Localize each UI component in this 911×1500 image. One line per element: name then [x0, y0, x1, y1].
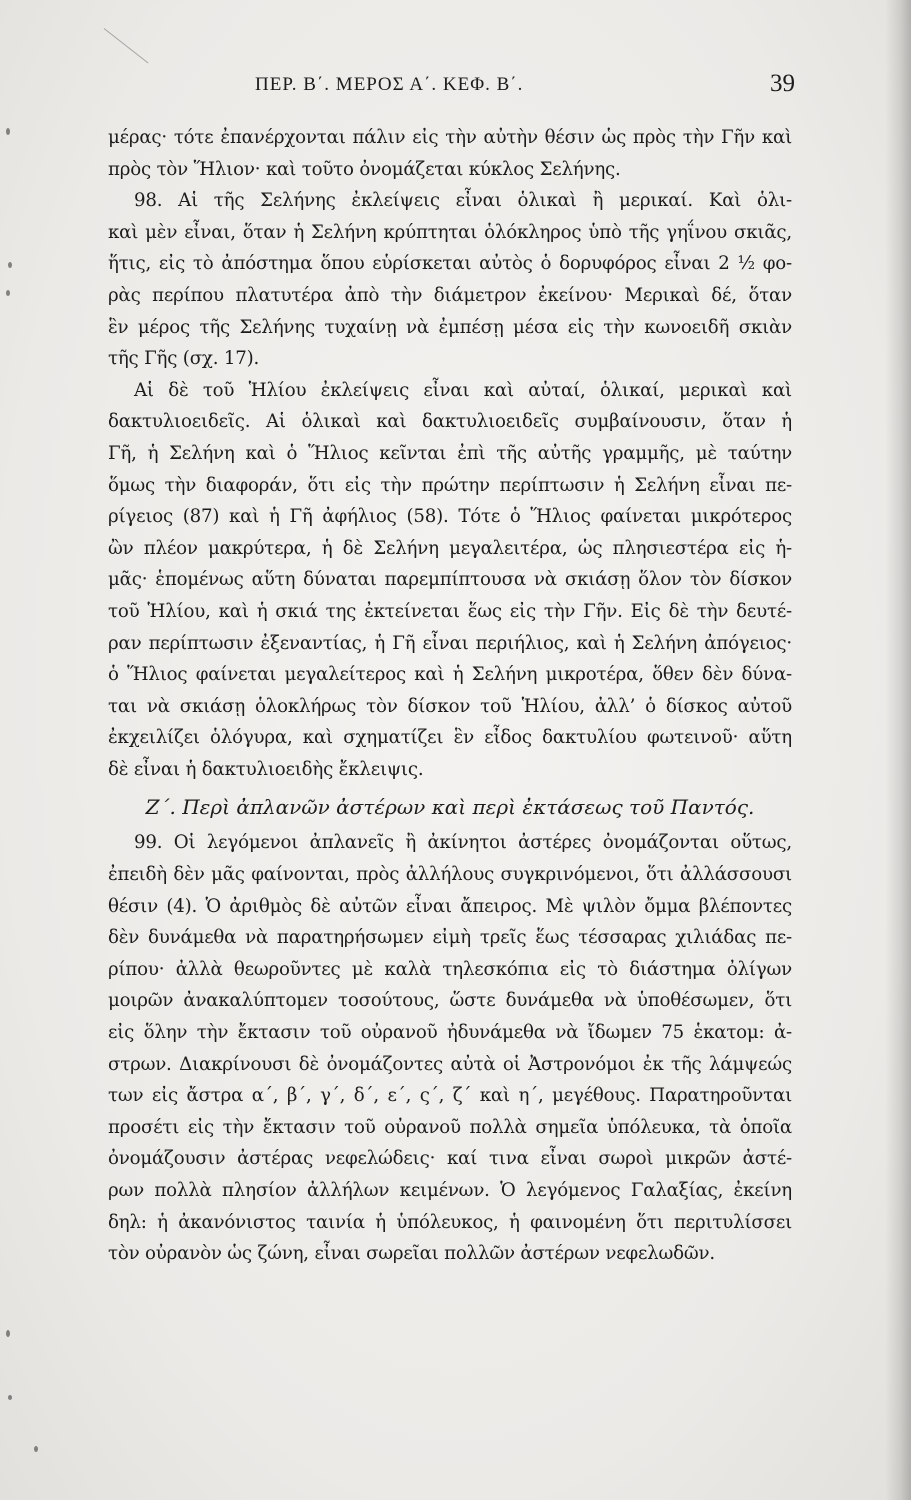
text-line: Γῆ, ἡ Σελήνη καὶ ὁ Ἥλιος κεῖνται ἐπὶ τῆς αὐτῆς γραμμῆς, μὲ ταύτην: [108, 442, 792, 464]
text-line: πρὸς τὸν Ἥλιον· καὶ τοῦτο ὀνομάζεται κύκλος Σελήνης.: [108, 158, 621, 180]
margin-blot: [6, 290, 10, 296]
margin-blot: [8, 1395, 12, 1400]
text-line: τοῦ Ἡλίου, καὶ ἡ σκιά της ἐκτείνεται ἕως εἰς τὴν Γῆν. Εἰς δὲ τὴν δευτέ-: [108, 600, 792, 622]
text-line: μοιρῶν ἀνακαλύπτομεν τοσούτους, ὥστε δυνάμεθα νὰ ὑποθέσωμεν, ὅτι: [108, 990, 792, 1012]
page-header: [105, 70, 795, 110]
margin-blot: [34, 1446, 38, 1452]
text-line: δακτυλιοειδεῖς. Αἱ ὁλικαὶ καὶ δακτυλιοειδεῖς συμβαίνουσιν, ὅταν ἡ: [108, 411, 792, 433]
paper-scratch-mark: [104, 28, 149, 63]
text-line: ται νὰ σκιάσῃ ὁλοκλήρως τὸν δίσκον τοῦ Ἡλίου, ἀλλ’ ὁ δίσκος αὐτοῦ: [108, 695, 792, 717]
text-line: θέσιν (4). Ὁ ἀριθμὸς δὲ αὐτῶν εἶναι ἄπειρος. Μὲ ψιλὸν ὄμμα βλέποντες: [108, 895, 792, 917]
running-head: ΠΕΡ. Β΄. ΜΕΡΟΣ Α΄. ΚΕΦ. Β΄.: [255, 74, 524, 95]
text-line: ἐπειδὴ δὲν μᾶς φαίνονται, πρὸς ἀλλήλους συγκρινόμενοι, ὅτι ἀλλάσσουσι: [108, 864, 792, 886]
text-line: ρων πολλὰ πλησίον ἀλλήλων κειμένων. Ὁ λεγόμενος Γαλαξίας, ἐκείνη: [108, 1180, 792, 1201]
text-line: ραν περίπτωσιν ἐξεναντίας, ἡ Γῆ εἶναι περιήλιος, καὶ ἡ Σελήνη ἀπόγειος·: [108, 632, 792, 654]
text-line: των εἰς ἄστρα α΄, β΄, γ΄, δ΄, ε΄, ς΄, ζ΄ καὶ η΄, μεγέθους. Παρατηροῦνται: [108, 1085, 792, 1107]
text-line: ἓν μέρος τῆς Σελήνης τυχαίνῃ νὰ ἐμπέσῃ μέσα εἰς τὴν κωνοειδῆ σκιὰν: [108, 316, 792, 338]
text-line: προσέτι εἰς τὴν ἔκτασιν τοῦ οὐρανοῦ πολλὰ σημεῖα ὑπόλευκα, τὰ ὁποῖα: [108, 1116, 792, 1138]
text-part-two: [108, 827, 792, 1269]
text-line: 99. Οἱ λεγόμενοι ἀπλανεῖς ἢ ἀκίνητοι ἀστέρες ὀνομάζονται οὕτως,: [134, 832, 792, 854]
margin-blot: [6, 128, 10, 135]
text-line: ρίπου· ἀλλὰ θεωροῦντες μὲ καλὰ τηλεσκόπια εἰς τὸ διάστημα ὀλίγων: [108, 958, 792, 980]
text-line: ἐκχειλίζει ὁλόγυρα, καὶ σχηματίζει ἓν εἶδος δακτυλίου φωτεινοῦ· αὕτη: [108, 727, 792, 749]
body-text: [108, 122, 792, 1270]
text-line: δηλ: ἡ ἀκανόνιστος ταινία ἡ ὑπόλευκος, ἡ φαινομένη ὅτι περιτυλίσσει: [108, 1211, 792, 1233]
text-line: δὲ εἶναι ἡ δακτυλιοειδὴς ἔκλειψις.: [108, 758, 424, 780]
section-heading: Ζ΄. Περὶ ἀπλανῶν ἀστέρων καὶ περὶ ἐκτάσεως τοῦ Παντός.: [145, 795, 755, 820]
text-line: ὁ Ἥλιος φαίνεται μεγαλείτερος καὶ ἡ Σελήνη μικροτέρα, ὅθεν δὲν δύνα-: [108, 664, 792, 686]
text-part-one: [108, 122, 792, 785]
text-line: ὅμως τὴν διαφοράν, ὅτι εἰς τὴν πρώτην περίπτωσιν ἡ Σελήνη εἶναι πε-: [108, 474, 792, 496]
text-line: εἰς ὅλην τὴν ἔκτασιν τοῦ οὐρανοῦ ἠδυνάμεθα νὰ ἴδωμεν 75 ἑκατομ: ἀ-: [108, 1022, 792, 1044]
text-line: μέρας· τότε ἐπανέρχονται πάλιν εἰς τὴν αὐτὴν θέσιν ὡς πρὸς τὴν Γῆν καὶ: [108, 127, 792, 148]
gutter-shadow: [885, 0, 911, 1500]
text-line: ἥτις, εἰς τὸ ἀπόστημα ὅπου εὑρίσκεται αὐτὸς ὁ δορυφόρος εἶναι 2 ½ φο-: [108, 253, 792, 275]
text-line: τῆς Γῆς (σχ. 17).: [108, 348, 260, 370]
text-line: ὢν πλέον μακρύτερα, ἡ δὲ Σελήνη μεγαλειτέρα, ὡς πλησιεστέρα εἰς ἡ-: [108, 537, 792, 559]
text-line: Αἱ δὲ τοῦ Ἡλίου ἐκλείψεις εἶναι καὶ αὐταί, ὁλικαί, μερικαὶ καὶ: [134, 379, 792, 401]
margin-blot: [8, 262, 12, 268]
text-line: ρὰς περίπου πλατυτέρα ἀπὸ τὴν διάμετρον ἐκείνου· Μερικαὶ δέ, ὅταν: [108, 284, 792, 306]
text-line: καὶ μὲν εἶναι, ὅταν ἡ Σελήνη κρύπτηται ὁλόκληρος ὑπὸ τῆς γηΐνου σκιᾶς,: [108, 221, 792, 243]
text-line: 98. Αἱ τῆς Σελήνης ἐκλείψεις εἶναι ὁλικαὶ ἢ μερικαί. Καὶ ὁλι-: [134, 190, 792, 212]
page-number: 39: [770, 70, 795, 97]
text-line: στρων. Διακρίνουσι δὲ ὀνομάζοντες αὐτὰ οἱ Ἀστρονόμοι ἐκ τῆς λάμψεώς: [108, 1053, 792, 1075]
text-line: δὲν δυνάμεθα νὰ παρατηρήσωμεν εἰμὴ τρεῖς ἕως τέσσαρας χιλιάδας πε-: [108, 927, 792, 949]
text-line: μᾶς· ἑπομένως αὕτη δύναται παρεμπίπτουσα νὰ σκιάσῃ ὅλον τὸν δίσκον: [108, 569, 792, 591]
text-line: τὸν οὐρανὸν ὡς ζώνη, εἶναι σωρεῖαι πολλῶν ἀστέρων νεφελωδῶν.: [108, 1243, 715, 1265]
margin-blot: [6, 1330, 10, 1337]
text-line: ὀνομάζουσιν ἀστέρας νεφελώδεις· καί τινα εἶναι σωροὶ μικρῶν ἀστέ-: [108, 1148, 792, 1170]
text-line: ρίγειος (87) καὶ ἡ Γῆ ἀφήλιος (58). Τότε ὁ Ἥλιος φαίνεται μικρότερος: [108, 506, 792, 528]
